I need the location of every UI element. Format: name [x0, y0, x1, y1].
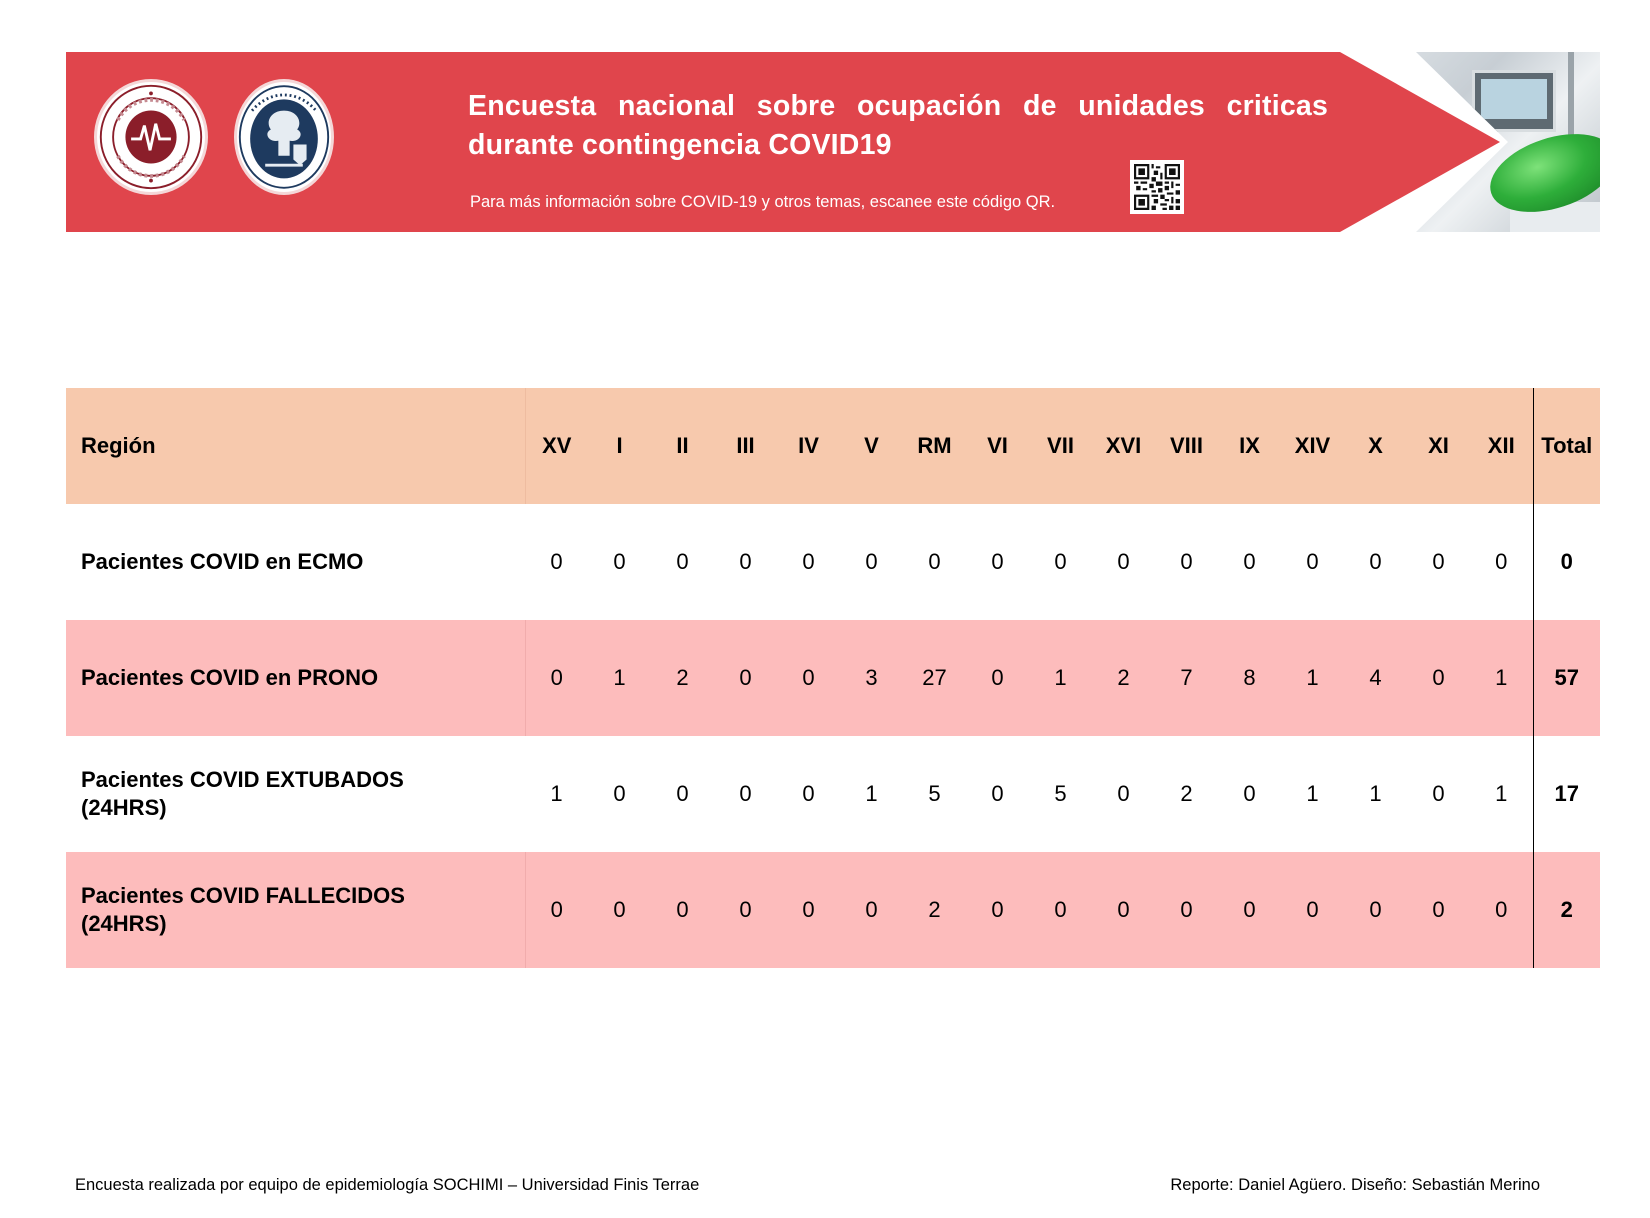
table-row — [66, 736, 1600, 852]
table-cell: 0 — [840, 504, 903, 620]
row-label: Pacientes COVID EXTUBADOS (24HRS) — [66, 736, 525, 852]
table-cell: 1 — [525, 736, 588, 852]
header-region-code: VIII — [1155, 388, 1218, 504]
table-cell: 1 — [1029, 620, 1092, 736]
table-cell: 0 — [1092, 504, 1155, 620]
table-cell: 0 — [525, 852, 588, 968]
table-cell: 0 — [525, 620, 588, 736]
table-cell: 0 — [777, 736, 840, 852]
table-cell: 27 — [903, 620, 966, 736]
icu-occupancy-table — [66, 388, 1600, 968]
table-cell: 0 — [966, 736, 1029, 852]
table-cell: 0 — [840, 852, 903, 968]
table-cell: 0 — [966, 620, 1029, 736]
table-cell: 0 — [1218, 504, 1281, 620]
table-cell: 0 — [1029, 504, 1092, 620]
table-cell: 4 — [1344, 620, 1407, 736]
table-cell: 1 — [1281, 736, 1344, 852]
footer-credit-report: Reporte: Daniel Agüero. Diseño: Sebastián Merino — [1170, 1176, 1540, 1194]
table-cell: 0 — [714, 736, 777, 852]
table-cell: 1 — [1470, 620, 1533, 736]
table-cell: 0 — [588, 736, 651, 852]
table-cell: 0 — [903, 504, 966, 620]
table-cell: 0 — [966, 504, 1029, 620]
table-cell: 0 — [588, 504, 651, 620]
table-cell: 0 — [1155, 852, 1218, 968]
table-cell: 0 — [714, 852, 777, 968]
table-cell: 0 — [1470, 504, 1533, 620]
row-total: 57 — [1533, 620, 1600, 736]
table-cell: 0 — [714, 504, 777, 620]
table-cell: 0 — [651, 504, 714, 620]
table-cell: 1 — [1470, 736, 1533, 852]
table-cell: 2 — [1155, 736, 1218, 852]
table-cell: 0 — [1092, 736, 1155, 852]
banner-title: Encuesta nacional sobre ocupación de unidades criticas durante contingencia COVID19 — [468, 90, 1328, 161]
qr-code[interactable] — [1130, 160, 1184, 214]
finis-terrae-logo — [234, 79, 334, 195]
table-cell: 0 — [1281, 504, 1344, 620]
table-cell: 0 — [1344, 504, 1407, 620]
table-cell: 0 — [1407, 852, 1470, 968]
header-region-code: XV — [525, 388, 588, 504]
table-cell: 0 — [525, 504, 588, 620]
table-cell: 0 — [1407, 620, 1470, 736]
table-cell: 1 — [840, 736, 903, 852]
header-region-code: XIV — [1281, 388, 1344, 504]
table-row — [66, 504, 1600, 620]
table-cell: 3 — [840, 620, 903, 736]
table-cell: 0 — [1029, 852, 1092, 968]
header-banner — [66, 52, 1600, 232]
table-cell: 0 — [588, 852, 651, 968]
header-region-code: II — [651, 388, 714, 504]
table-cell: 0 — [1218, 852, 1281, 968]
footer-credit-survey: Encuesta realizada por equipo de epidemiología SOCHIMI – Universidad Finis Terrae — [75, 1176, 700, 1194]
table-cell: 0 — [1281, 852, 1344, 968]
table-cell: 0 — [777, 852, 840, 968]
row-label: Pacientes COVID en PRONO — [66, 620, 525, 736]
table-cell: 0 — [1155, 504, 1218, 620]
header-region-code: I — [588, 388, 651, 504]
row-total: 0 — [1533, 504, 1600, 620]
header-region-code: X — [1344, 388, 1407, 504]
table-cell: 0 — [1470, 852, 1533, 968]
table-cell: 1 — [588, 620, 651, 736]
table-cell: 0 — [777, 504, 840, 620]
table-cell: 1 — [1281, 620, 1344, 736]
row-total: 2 — [1533, 852, 1600, 968]
header-region-code: VI — [966, 388, 1029, 504]
table-cell: 2 — [903, 852, 966, 968]
table-cell: 0 — [1407, 504, 1470, 620]
table-cell: 7 — [1155, 620, 1218, 736]
table-cell: 5 — [903, 736, 966, 852]
table-cell: 0 — [651, 852, 714, 968]
table-cell: 0 — [1092, 852, 1155, 968]
table-header-row — [66, 388, 1600, 504]
sochimi-logo — [94, 79, 208, 195]
table-cell: 0 — [714, 620, 777, 736]
table-cell: 0 — [1407, 736, 1470, 852]
row-label: Pacientes COVID en ECMO — [66, 504, 525, 620]
table-cell: 0 — [777, 620, 840, 736]
table-cell: 0 — [651, 736, 714, 852]
table-cell: 0 — [1218, 736, 1281, 852]
table-cell: 0 — [1344, 852, 1407, 968]
header-region-code: VII — [1029, 388, 1092, 504]
header-region: Región — [66, 388, 525, 504]
banner-subtitle: Para más información sobre COVID-19 y otros temas, escanee este código QR. — [470, 193, 1056, 211]
table-cell: 5 — [1029, 736, 1092, 852]
header-region-code: XI — [1407, 388, 1470, 504]
header-total: Total — [1533, 388, 1600, 504]
table-cell: 2 — [651, 620, 714, 736]
table-cell: 2 — [1092, 620, 1155, 736]
header-region-code: XVI — [1092, 388, 1155, 504]
header-region-code: IX — [1218, 388, 1281, 504]
table-cell: 1 — [1344, 736, 1407, 852]
photo-monitor — [1472, 70, 1556, 132]
row-total: 17 — [1533, 736, 1600, 852]
qr-code-icon — [1134, 164, 1180, 210]
header-region-code: IV — [777, 388, 840, 504]
header-region-code: III — [714, 388, 777, 504]
table-row — [66, 620, 1600, 736]
table-cell: 0 — [966, 852, 1029, 968]
header-region-code: XII — [1470, 388, 1533, 504]
table-cell: 8 — [1218, 620, 1281, 736]
header-region-code: RM — [903, 388, 966, 504]
table-row — [66, 852, 1600, 968]
header-region-code: V — [840, 388, 903, 504]
row-label: Pacientes COVID FALLECIDOS (24HRS) — [66, 852, 525, 968]
